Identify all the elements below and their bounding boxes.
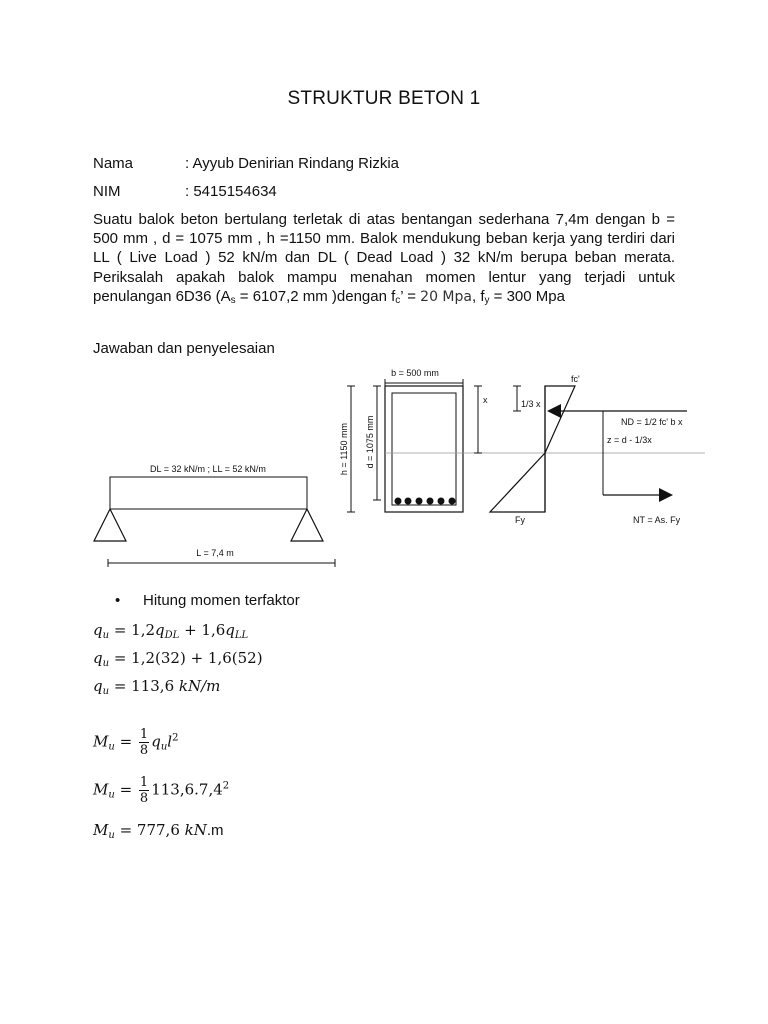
nim-label: NIM (93, 183, 121, 200)
fy-subscript: y (484, 294, 490, 306)
equation-mu-1: $M_u$ = $\frac{1}{8}$ $q_ul^2$ (93, 727, 179, 758)
z-label: z = d - 1/3x (607, 435, 652, 445)
section-outer-outline (385, 386, 463, 512)
beam-load-label: DL = 32 kN/m ; LL = 52 kN/m (150, 464, 266, 474)
nim-value: : 5415154634 (185, 183, 277, 200)
equation-qu-2: $q_u = 1,2(32) + 1,6(52)$ (93, 649, 263, 669)
problem-part3: ’ = (400, 287, 421, 305)
name-value: : Ayyub Denirian Rindang Rizkia (185, 155, 400, 172)
fy-label: Fy (515, 515, 525, 525)
compression-stress-block (545, 386, 575, 453)
problem-paragraph (93, 210, 675, 307)
beam-diagram (90, 455, 340, 580)
tension-stress-block (490, 453, 545, 512)
nt-label: NT = As. Fy (633, 515, 681, 525)
rebar-5 (438, 498, 445, 505)
problem-part4: , f (471, 287, 485, 305)
right-support-icon (291, 509, 323, 541)
rebar-3 (416, 498, 423, 505)
as-subscript: s (230, 294, 236, 306)
nd-arrowhead-icon (547, 404, 561, 418)
rebar-4 (427, 498, 434, 505)
beam-length-label: L = 7,4 m (196, 548, 234, 558)
fc-subscript: c (395, 294, 401, 306)
rebar-2 (405, 498, 412, 505)
name-label: Nama (93, 155, 134, 172)
equation-mu-2: $M_u$ = $\frac{1}{8}$ 113,6.7,4$^2$ (93, 775, 230, 806)
b-dimension-label: b = 500 mm (391, 368, 439, 378)
section-diagram (335, 362, 705, 530)
answer-heading: Jawaban dan penyelesaian (93, 340, 275, 357)
beam-load-block (110, 477, 307, 509)
bullet-item (115, 592, 300, 609)
equation-qu-3: $q_u = 113,6$ kN/m (93, 677, 221, 697)
fc-value: 20 Mpa (420, 288, 472, 305)
fc-label: fc' (571, 374, 580, 384)
equation-mu-3: $M_u = 777,6$ kN.m (93, 821, 224, 841)
d-dimension-label: d = 1075 mm (365, 415, 375, 469)
nt-arrowhead-icon (659, 488, 673, 502)
rebar-6 (449, 498, 456, 505)
x-label: x (483, 395, 488, 405)
fraction-one-eighth-2: $\frac{1}{8}$ (139, 775, 149, 806)
bullet-dot-icon: • (115, 592, 121, 609)
fraction-one-eighth: $\frac{1}{8}$ (139, 727, 149, 758)
left-support-icon (94, 509, 126, 541)
problem-part5: = 300 Mpa (489, 287, 565, 305)
h-dimension-label: h = 1150 mm (339, 422, 349, 476)
stirrup-outline (392, 393, 456, 505)
page-title: STRUKTUR BETON 1 (287, 88, 481, 109)
nim-row (93, 183, 277, 200)
problem-part1: Suatu balok beton bertulang terletak di atas bentangan sederhana 7,4m dengan b = 500 mm , d = 1075 mm , h =1150 mm. Balok mendukung beban kerja yang terdiri dari LL ( Live Load ) 52 kN/m dan DL ( Dead Load ) 32 kN/m berupa beban merata. Periksalah apakah balok mampu menahan momen lentur yang terjadi untuk penulangan 6D36 (A (93, 211, 675, 305)
equation-qu-1: $q_u = 1,2q_{DL} + 1,6q_{LL}$ (93, 621, 249, 641)
problem-part2: = 6107,2 mm )dengan f (235, 287, 396, 305)
rebar-1 (395, 498, 402, 505)
third-x-label: 1/3 x (521, 399, 541, 409)
name-row (93, 155, 399, 172)
bullet-text: Hitung momen terfaktor (143, 592, 300, 609)
nd-label: ND = 1/2 fc' b x (621, 417, 683, 427)
